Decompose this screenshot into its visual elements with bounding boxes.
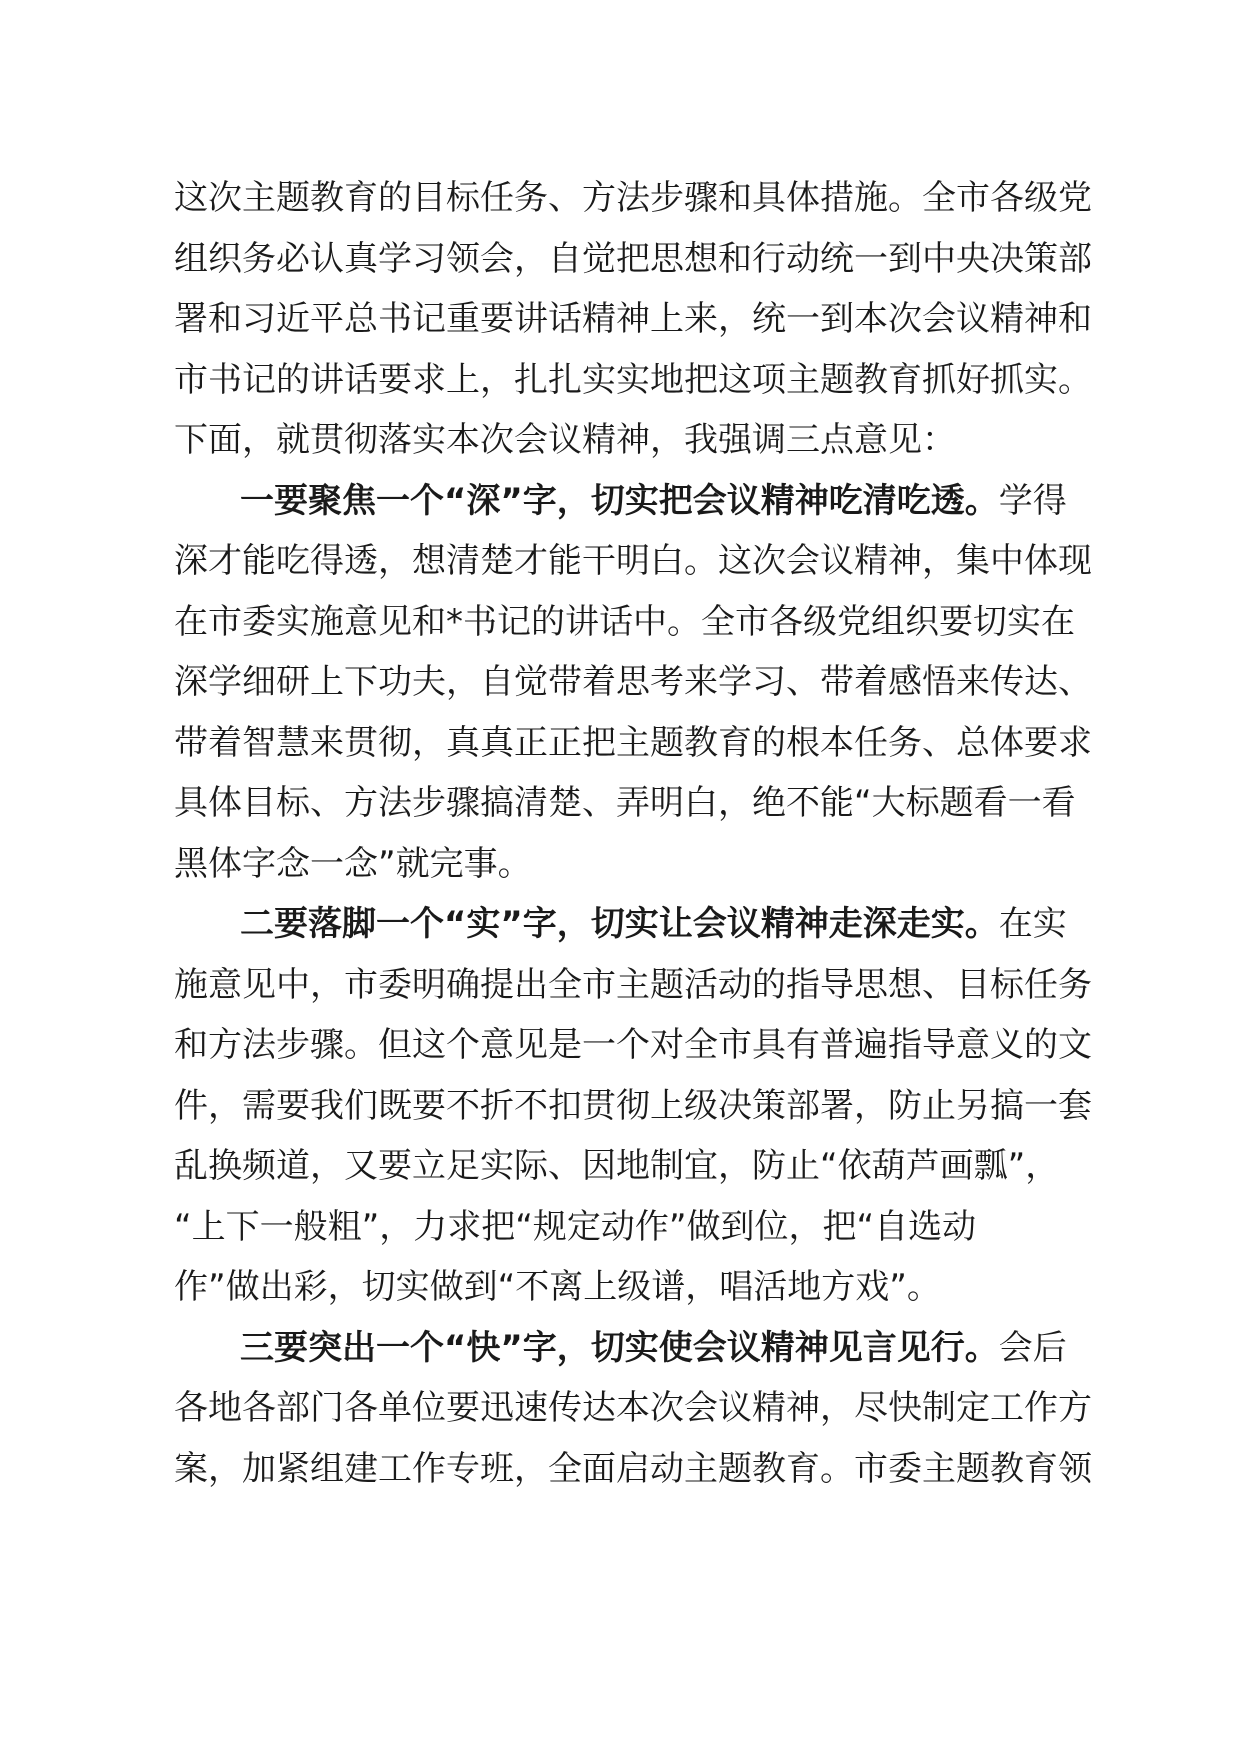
text-line xyxy=(174,592,1114,653)
body-text: 署和习近平总书记重要讲话精神上来，统一到本次会议精神和 xyxy=(174,299,1092,339)
text-line xyxy=(174,229,1114,290)
body-text: 各地各部门各单位要迅速传达本次会议精神，尽快制定工作方 xyxy=(174,1388,1092,1428)
text-line xyxy=(174,1076,1114,1137)
text-line xyxy=(174,834,1114,895)
body-text: 在市委实施意见和*书记的讲话中。全市各级党组织要切实在 xyxy=(174,601,1075,642)
body-text: 深学细研上下功夫，自觉带着思考来学习、带着感悟来传达、 xyxy=(174,662,1092,702)
text-line xyxy=(174,350,1114,411)
text-line xyxy=(174,1197,1114,1258)
paragraph-first-line xyxy=(174,471,1114,532)
document-body xyxy=(174,168,1114,1499)
body-text: 件，需要我们既要不折不扣贯彻上级决策部署，防止另搞一套 xyxy=(174,1085,1092,1126)
text-line xyxy=(174,713,1114,774)
text-line xyxy=(174,168,1114,229)
text-line xyxy=(174,1378,1114,1439)
body-text: 带着智慧来贯彻，真真正正把主题教育的根本任务、总体要求 xyxy=(174,722,1092,763)
text-line xyxy=(174,1257,1114,1318)
body-text: 和方法步骤。但这个意见是一个对全市具有普遍指导意义的文 xyxy=(174,1025,1092,1065)
body-text: “上下一般粗”，力求把“规定动作”做到位，把“自选动 xyxy=(174,1206,977,1247)
body-text: 组织务必认真学习领会，自觉把思想和行动统一到中央决策部 xyxy=(174,238,1092,279)
paragraph-first-line xyxy=(174,894,1114,955)
body-text: 市书记的讲话要求上，扎扎实实地把这项主题教育抓好抓实。 xyxy=(174,359,1092,400)
body-text: 下面，就贯彻落实本次会议精神，我强调三点意见： xyxy=(174,420,956,460)
bold-heading-text: 二要落脚一个“实”字，切实让会议精神走深走实。 xyxy=(240,904,999,944)
text-line xyxy=(174,289,1114,350)
body-text: 深才能吃得透，想清楚才能干明白。这次会议精神，集中体现 xyxy=(174,541,1092,581)
paragraph-first-line xyxy=(174,1318,1114,1379)
text-line xyxy=(174,955,1114,1016)
bold-heading-text: 一要聚焦一个“深”字，切实把会议精神吃清吃透。 xyxy=(240,480,999,521)
body-text: 在实 xyxy=(998,904,1067,944)
text-line xyxy=(174,773,1114,834)
text-line xyxy=(174,1439,1114,1500)
text-line xyxy=(174,1136,1114,1197)
bold-heading-text: 三要突出一个“快”字，切实使会议精神见言见行。 xyxy=(240,1327,999,1368)
text-line xyxy=(174,1015,1114,1076)
body-text: 具体目标、方法步骤搞清楚、弄明白，绝不能“大标题看一看 xyxy=(174,783,1076,823)
body-text: 施意见中，市委明确提出全市主题活动的指导思想、目标任务 xyxy=(174,964,1092,1005)
body-text: 乱换频道，又要立足实际、因地制宜，防止“依葫芦画瓢”， xyxy=(174,1146,1060,1186)
text-line xyxy=(174,410,1114,471)
text-line xyxy=(174,652,1114,713)
body-text: 黑体字念一念”就完事。 xyxy=(174,843,532,884)
text-line xyxy=(174,531,1114,592)
body-text: 这次主题教育的目标任务、方法步骤和具体措施。全市各级党 xyxy=(174,178,1092,218)
body-text: 会后 xyxy=(998,1327,1067,1368)
body-text: 作”做出彩，切实做到“不离上级谱，唱活地方戏”。 xyxy=(174,1267,941,1307)
body-text: 案，加紧组建工作专班，全面启动主题教育。市委主题教育领 xyxy=(174,1448,1092,1489)
body-text: 学得 xyxy=(998,480,1067,521)
